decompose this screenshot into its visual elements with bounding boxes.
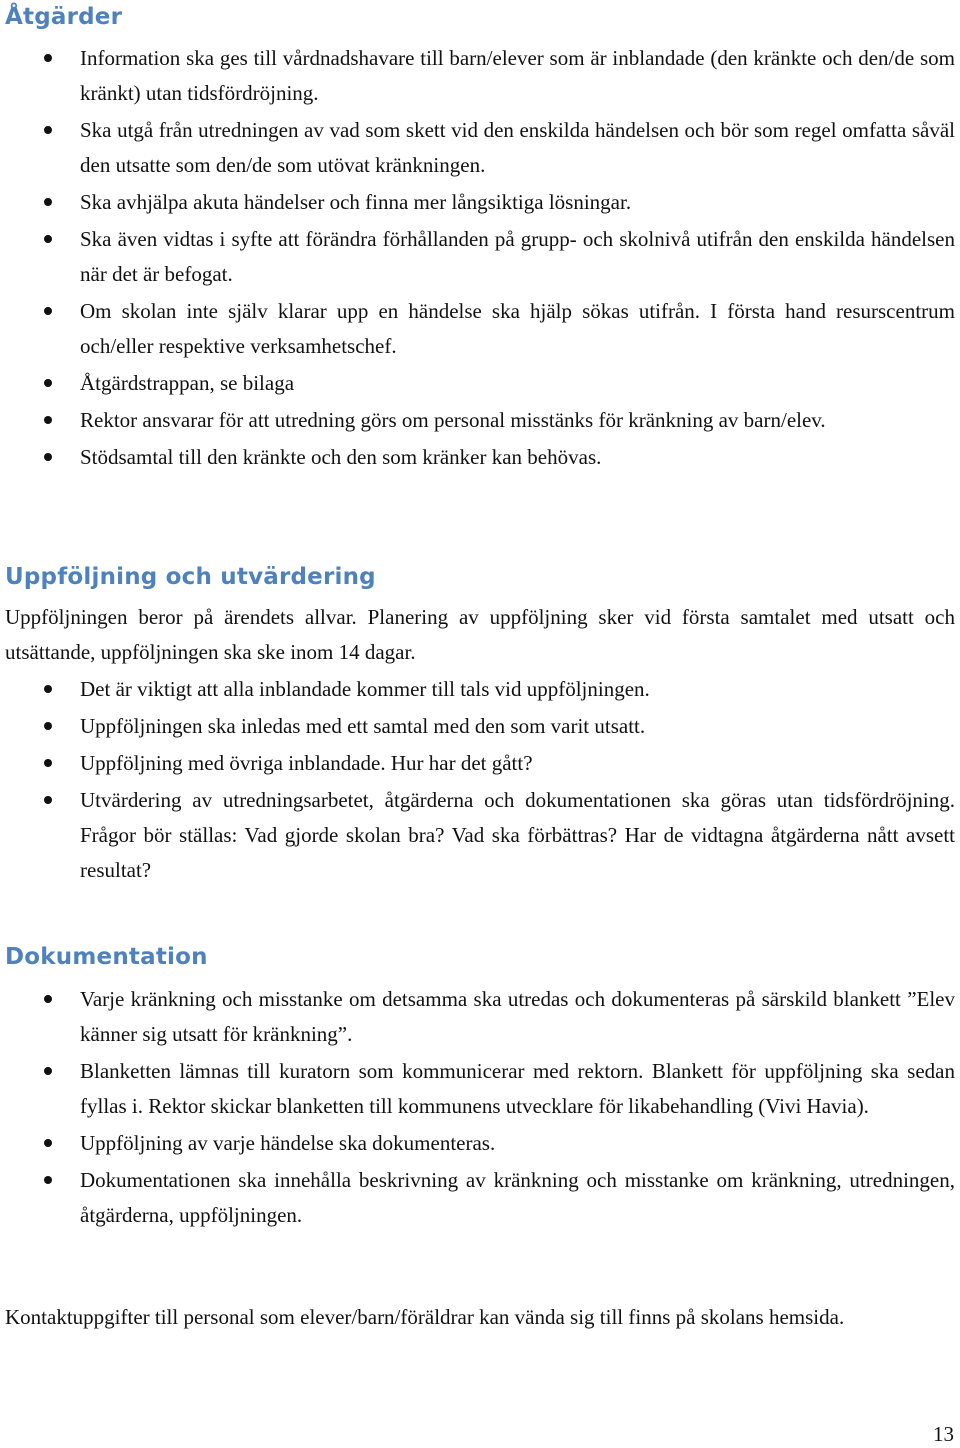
list-item-text: Dokumentationen ska innehålla beskrivning av kränkning och misstanke om kränkning, utredningen, åtgärderna, uppföljningen. — [80, 1168, 955, 1227]
list-item — [0, 1126, 960, 1161]
bullet-icon — [44, 198, 52, 206]
list-item-text: Om skolan inte själv klarar upp en händelse ska hjälp sökas utifrån. I första hand resurscentrum och/eller respektive verksamhetschef. — [80, 299, 955, 358]
atgarder-list — [0, 41, 960, 477]
list-item-text: Uppföljning av varje händelse ska dokumenteras. — [80, 1131, 496, 1155]
list-item — [0, 672, 960, 707]
heading-atgarder: Åtgärder — [5, 4, 123, 30]
list-item-text: Åtgärdstrappan, se bilaga — [80, 371, 295, 395]
list-item-text: Rektor ansvarar för att utredning görs om personal misstänks för kränkning av barn/elev. — [80, 408, 826, 432]
list-item-text: Ska även vidtas i syfte att förändra förhållanden på grupp- och skolnivå utifrån den enskilda händelsen när det är befogat. — [80, 227, 955, 286]
bullet-icon — [44, 416, 52, 424]
bullet-icon — [44, 796, 52, 804]
list-item-text: Ska utgå från utredningen av vad som skett vid den enskilda händelsen och bör som regel omfatta såväl den utsatte som den/de som utövat kränkningen. — [80, 118, 955, 177]
list-item-text: Varje kränkning och misstanke om detsamma ska utredas och dokumenteras på särskild blankett ”Elev känner sig utsatt för kränkning”. — [80, 987, 955, 1046]
bullet-icon — [44, 1176, 52, 1184]
bullet-icon — [44, 453, 52, 461]
heading-dokumentation: Dokumentation — [5, 944, 208, 970]
page-number: 13 — [933, 1422, 954, 1446]
list-item — [0, 403, 960, 438]
list-item — [0, 1163, 960, 1233]
uppfoljning-list — [0, 672, 960, 890]
list-item — [0, 222, 960, 292]
list-item-text: Uppföljningen ska inledas med ett samtal med den som varit utsatt. — [80, 714, 646, 738]
list-item-text: Blanketten lämnas till kuratorn som kommunicerar med rektorn. Blankett för uppföljning ska sedan fyllas i. Rektor skickar blanketten till kommunens utvecklare för likabehandling (Vivi Havia). — [80, 1059, 955, 1118]
bullet-icon — [44, 307, 52, 315]
uppfoljning-intro: Uppföljningen beror på ärendets allvar. Planering av uppföljning sker vid första samtalet med utsatt och utsättande, uppföljningen ska ske inom 14 dagar. — [5, 605, 955, 664]
bullet-icon — [44, 722, 52, 730]
bullet-icon — [44, 759, 52, 767]
list-item — [0, 41, 960, 111]
bullet-icon — [44, 995, 52, 1003]
bullet-icon — [44, 235, 52, 243]
bullet-icon — [44, 54, 52, 62]
bullet-icon — [44, 126, 52, 134]
list-item — [0, 982, 960, 1052]
list-item — [0, 366, 960, 401]
dokumentation-list — [0, 982, 960, 1235]
list-item-text: Det är viktigt att alla inblandade kommer till tals vid uppföljningen. — [80, 677, 650, 701]
bullet-icon — [44, 379, 52, 387]
list-item — [0, 440, 960, 475]
list-item — [0, 1054, 960, 1124]
list-item-text: Information ska ges till vårdnadshavare till barn/elever som är inblandade (den kränkte och den/de som kränkt) utan tidsfördröjning. — [80, 46, 955, 105]
list-item-text: Stödsamtal till den kränkte och den som kränker kan behövas. — [80, 445, 602, 469]
list-item — [0, 113, 960, 183]
list-item — [0, 746, 960, 781]
bullet-icon — [44, 1067, 52, 1075]
list-item-text: Utvärdering av utredningsarbetet, åtgärderna och dokumentationen ska göras utan tidsfördröjning. Frågor bör ställas: Vad gjorde skolan bra? Vad ska förbättras? Har de vidtagna åtgärderna nått avsett resultat? — [80, 788, 955, 882]
contact-paragraph: Kontaktuppgifter till personal som elever/barn/föräldrar kan vända sig till finns på skolans hemsida. — [5, 1305, 845, 1329]
list-item-text: Ska avhjälpa akuta händelser och finna mer långsiktiga lösningar. — [80, 190, 632, 214]
list-item — [0, 783, 960, 888]
bullet-icon — [44, 685, 52, 693]
heading-uppfoljning: Uppföljning och utvärdering — [5, 564, 376, 590]
list-item-text: Uppföljning med övriga inblandade. Hur har det gått? — [80, 751, 533, 775]
bullet-icon — [44, 1139, 52, 1147]
list-item — [0, 709, 960, 744]
list-item — [0, 294, 960, 364]
list-item — [0, 185, 960, 220]
